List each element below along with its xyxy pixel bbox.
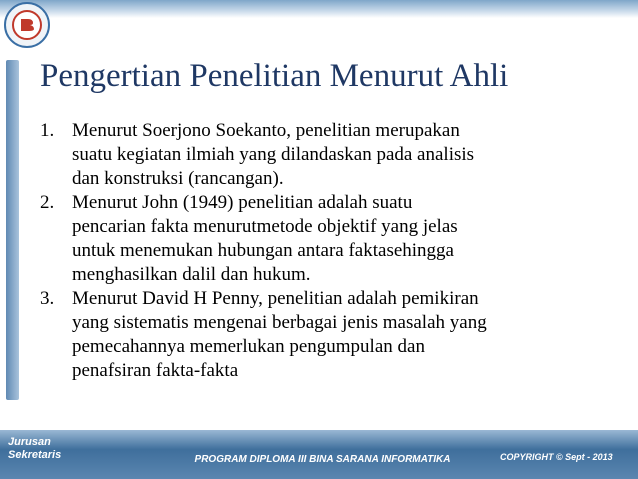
item-text [72, 191, 615, 287]
item-number: 3. [40, 288, 55, 309]
left-decorative-bar [6, 60, 19, 400]
text-line: menghasilkan dalil dan hukum. [72, 264, 311, 285]
text-line: pencarian fakta menurutmetode objektif yang jelas [72, 216, 458, 237]
text-line: penafsiran fakta-fakta [72, 360, 239, 381]
item-number: 1. [40, 120, 55, 141]
text-line: Menurut David H Penny, penelitian adalah pemikiran [72, 288, 479, 309]
slide-title: Pengertian Penelitian Menurut Ahli [40, 58, 509, 94]
copyright-label: COPYRIGHT © Sept - 2013 [500, 452, 613, 462]
item-text [72, 119, 615, 191]
top-decorative-band [0, 0, 638, 18]
text-line: Menurut Soerjono Soekanto, penelitian merupakan [72, 120, 460, 141]
department-line: Jurusan [8, 436, 51, 448]
text-line: yang sistematis mengenai berbagai jenis masalah yang [72, 312, 487, 333]
bsi-logo-icon [4, 2, 50, 48]
list-item [40, 287, 615, 383]
text-line: Menurut John (1949) penelitian adalah suatu [72, 192, 413, 213]
item-text [72, 287, 615, 383]
department-label [8, 436, 68, 462]
text-line: untuk menemukan hubungan antara faktasehingga [72, 240, 454, 261]
text-line: dan konstruksi (rancangan). [72, 168, 284, 189]
program-label: PROGRAM DIPLOMA III BINA SARANA INFORMATIKA [194, 454, 451, 465]
text-line: suatu kegiatan ilmiah yang dilandaskan pada analisis [72, 144, 475, 165]
item-number: 2. [40, 192, 55, 213]
definition-list [40, 119, 615, 383]
list-item [40, 119, 615, 191]
list-item [40, 191, 615, 287]
department-line: Sekretaris [8, 449, 62, 461]
text-line: pemecahannya memerlukan pengumpulan dan [72, 336, 425, 357]
